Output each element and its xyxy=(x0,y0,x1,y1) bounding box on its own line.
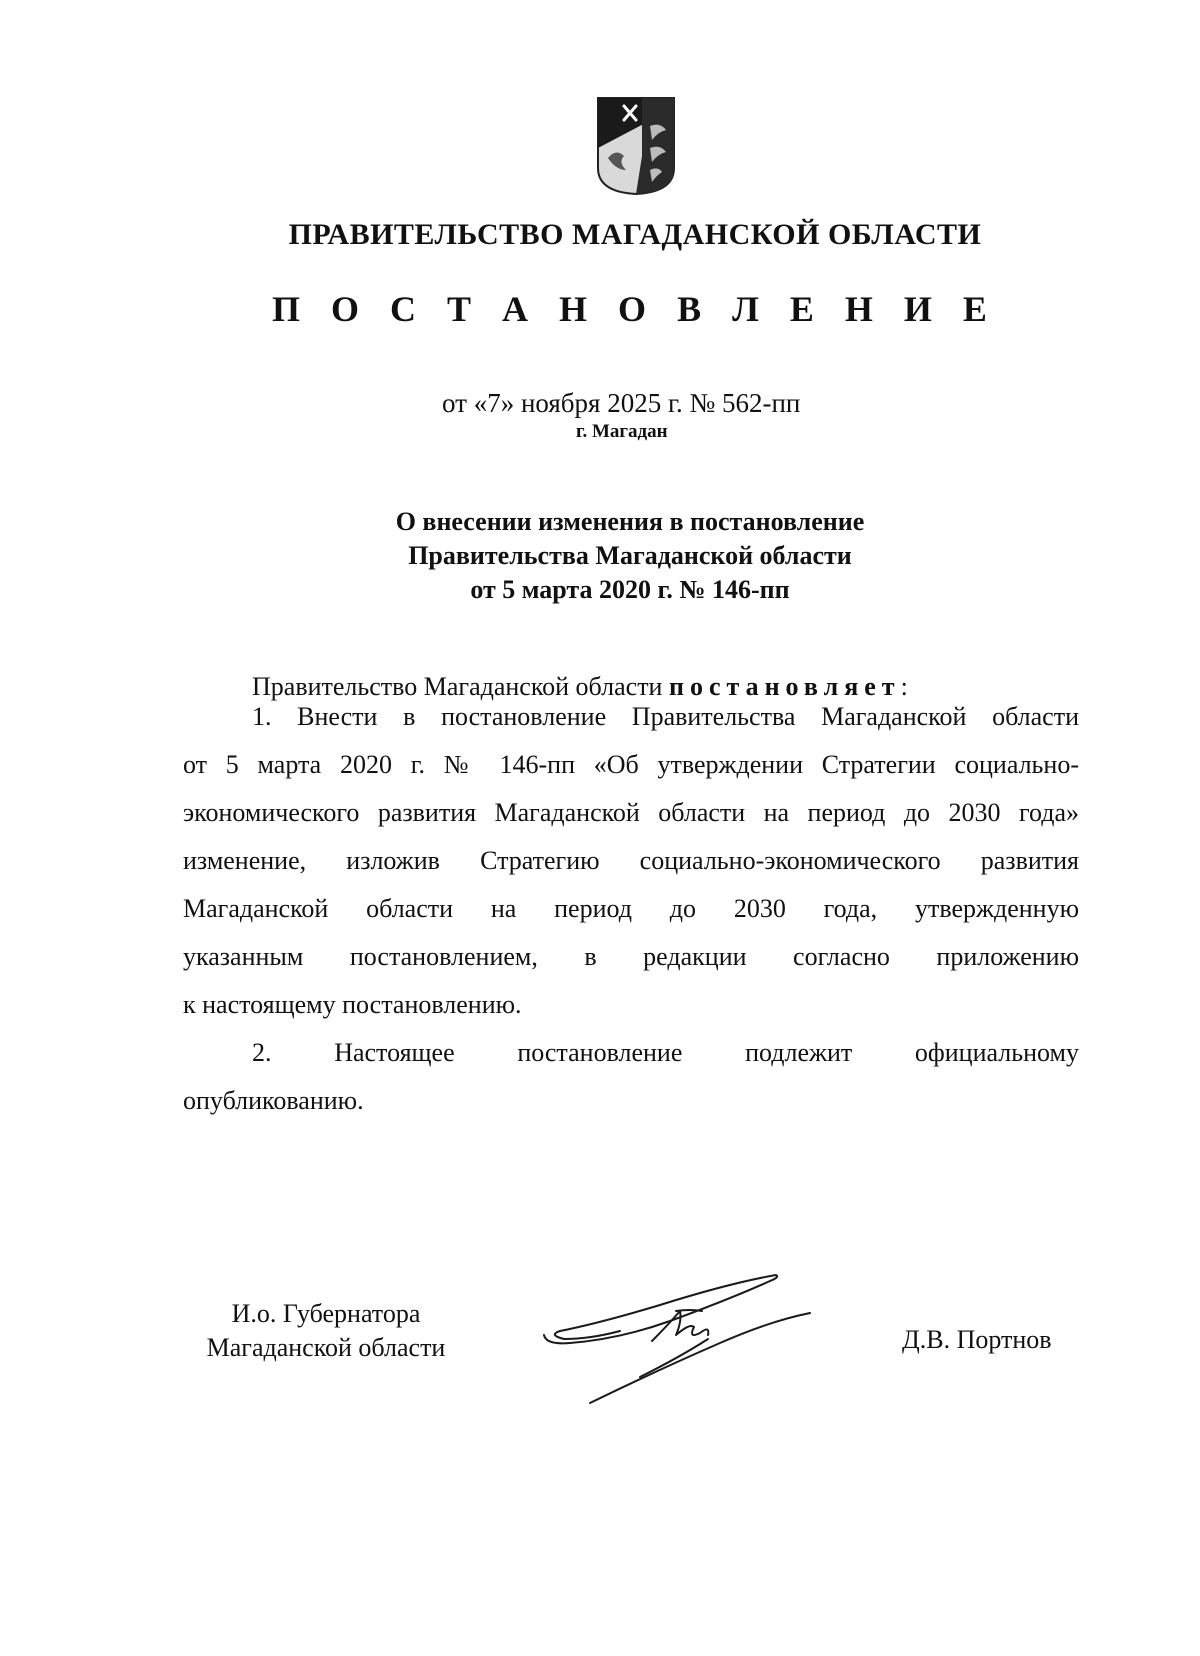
item-2-line xyxy=(183,1029,1079,1077)
item-1-line: изменение, изложив Стратегию социально-экономического развития xyxy=(183,846,1079,875)
item-1-line: от 5 марта 2020 г. № 146-пп «Об утверждении Стратегии социально- xyxy=(183,750,1079,779)
item-2-word: постановление xyxy=(517,1038,683,1067)
item-1-line: экономического развития Магаданской области на период до 2030 года» xyxy=(183,798,1079,827)
item-1-line: к настоящему постановлению. xyxy=(183,990,522,1019)
preamble-verb: постановляет xyxy=(668,672,901,701)
subject-line: от 5 марта 2020 г. № 146-пп xyxy=(470,575,790,604)
signatory-name: Д.В. Портнов xyxy=(902,1325,1052,1354)
item-2-word: подлежит xyxy=(745,1038,853,1067)
handwritten-signature-icon xyxy=(540,1265,820,1405)
document-city: г. Магадан xyxy=(576,421,668,442)
signatory-position-line: Магаданской области xyxy=(206,1333,446,1362)
subject-line: Правительства Магаданской области xyxy=(408,541,852,570)
item-1-line: указанным постановлением, в редакции согласно приложению xyxy=(183,942,1079,971)
item-2-line: опубликованию. xyxy=(183,1086,364,1115)
item-1 xyxy=(183,693,1079,1029)
item-1-line: 1. Внести в постановление Правительства Магаданской области xyxy=(252,702,1079,731)
document-subject xyxy=(0,505,1200,607)
item-2-word: Настоящее xyxy=(334,1038,455,1067)
document-type: П О С Т А Н О В Л Е Н И Е xyxy=(272,289,998,329)
item-2-word: официальному xyxy=(914,1038,1079,1067)
subject-line: О внесении изменения в постановление xyxy=(395,507,865,536)
magadan-coat-of-arms-icon xyxy=(596,96,676,196)
organization-title: ПРАВИТЕЛЬСТВО МАГАДАНСКОЙ ОБЛАСТИ xyxy=(288,218,982,251)
preamble-text: Правительство Магаданской области xyxy=(252,672,663,701)
document-date-number: от «7» ноября 2025 г. № 562-пп xyxy=(442,388,801,418)
signatory-position-line: И.о. Губернатора xyxy=(231,1299,421,1328)
item-2 xyxy=(183,1029,1079,1125)
item-2-word: 2. xyxy=(252,1038,272,1067)
preamble-colon: : xyxy=(900,672,908,701)
item-1-line: Магаданской области на период до 2030 года, утвержденную xyxy=(183,894,1079,923)
signatory-position xyxy=(190,1297,462,1365)
